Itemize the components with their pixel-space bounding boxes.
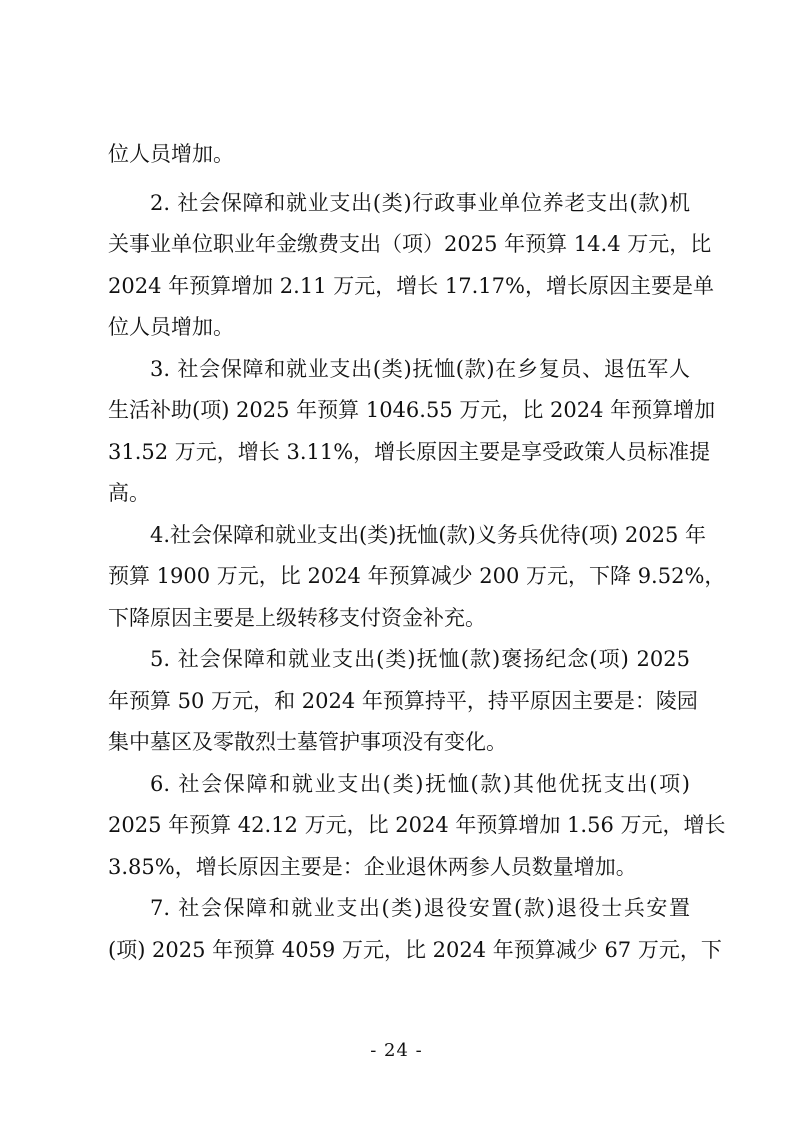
paragraph-item-2 <box>108 183 714 349</box>
paragraph-item-4 <box>108 515 726 640</box>
paragraph-item-5 <box>108 639 698 764</box>
text-line: 5. 社会保障和就业支出(类)抚恤(款)褒扬纪念(项) 2025 <box>150 647 690 671</box>
text-line: 年预算 50 万元，和 2024 年预算持平，持平原因主要是：陵园 <box>108 688 698 713</box>
text-line: 4.社会保障和就业支出(类)抚恤(款)义务兵优待(项) 2025 年 <box>150 522 706 547</box>
text-line: 关事业单位职业年金缴费支出（项）2025 年预算 14.4 万元，比 <box>108 232 712 256</box>
text-line: 6. 社会保障和就业支出(类)抚恤(款)其他优抚支出(项) <box>150 771 690 796</box>
text-line: 3. 社会保障和就业支出(类)抚恤(款)在乡复员、退伍军人 <box>150 356 690 381</box>
text-line: 7. 社会保障和就业支出(类)退役安置(款)退役士兵安置 <box>150 896 690 920</box>
document-body <box>108 134 726 971</box>
text-line: (项) 2025 年预算 4059 万元，比 2024 年预算减少 67 万元，下 <box>108 937 722 962</box>
text-line: 31.52 万元，增长 3.11%，增长原因主要是享受政策人员标准提 <box>108 439 711 464</box>
text-line: 位人员增加。 <box>108 315 234 339</box>
text-line: 下降原因主要是上级转移支付资金补充。 <box>108 605 486 630</box>
text-line: 位人员增加。 <box>108 142 234 166</box>
paragraph-item-6 <box>108 764 726 889</box>
page-number: - 24 - <box>370 1040 423 1061</box>
text-line: 2025 年预算 42.12 万元，比 2024 年预算增加 1.56 万元，增长 <box>108 813 726 837</box>
paragraph-item-3 <box>108 349 716 515</box>
text-line: 2024 年预算增加 2.11 万元，增长 17.17%，增长原因主要是单 <box>108 273 714 298</box>
text-line: 预算 1900 万元，比 2024 年预算减少 200 万元，下降 9.52%， <box>108 564 726 588</box>
text-line: 3.85%，增长原因主要是：企业退休两参人员数量增加。 <box>108 854 637 879</box>
paragraph-item-7 <box>108 888 722 971</box>
text-line: 高。 <box>108 481 150 505</box>
text-line: 生活补助(项) 2025 年预算 1046.55 万元，比 2024 年预算增加 <box>108 398 716 422</box>
paragraph-continuation <box>108 134 690 176</box>
text-line: 2. 社会保障和就业支出(类)行政事业单位养老支出(款)机 <box>150 190 690 215</box>
text-line: 集中墓区及零散烈士墓管护事项没有变化。 <box>108 730 507 754</box>
